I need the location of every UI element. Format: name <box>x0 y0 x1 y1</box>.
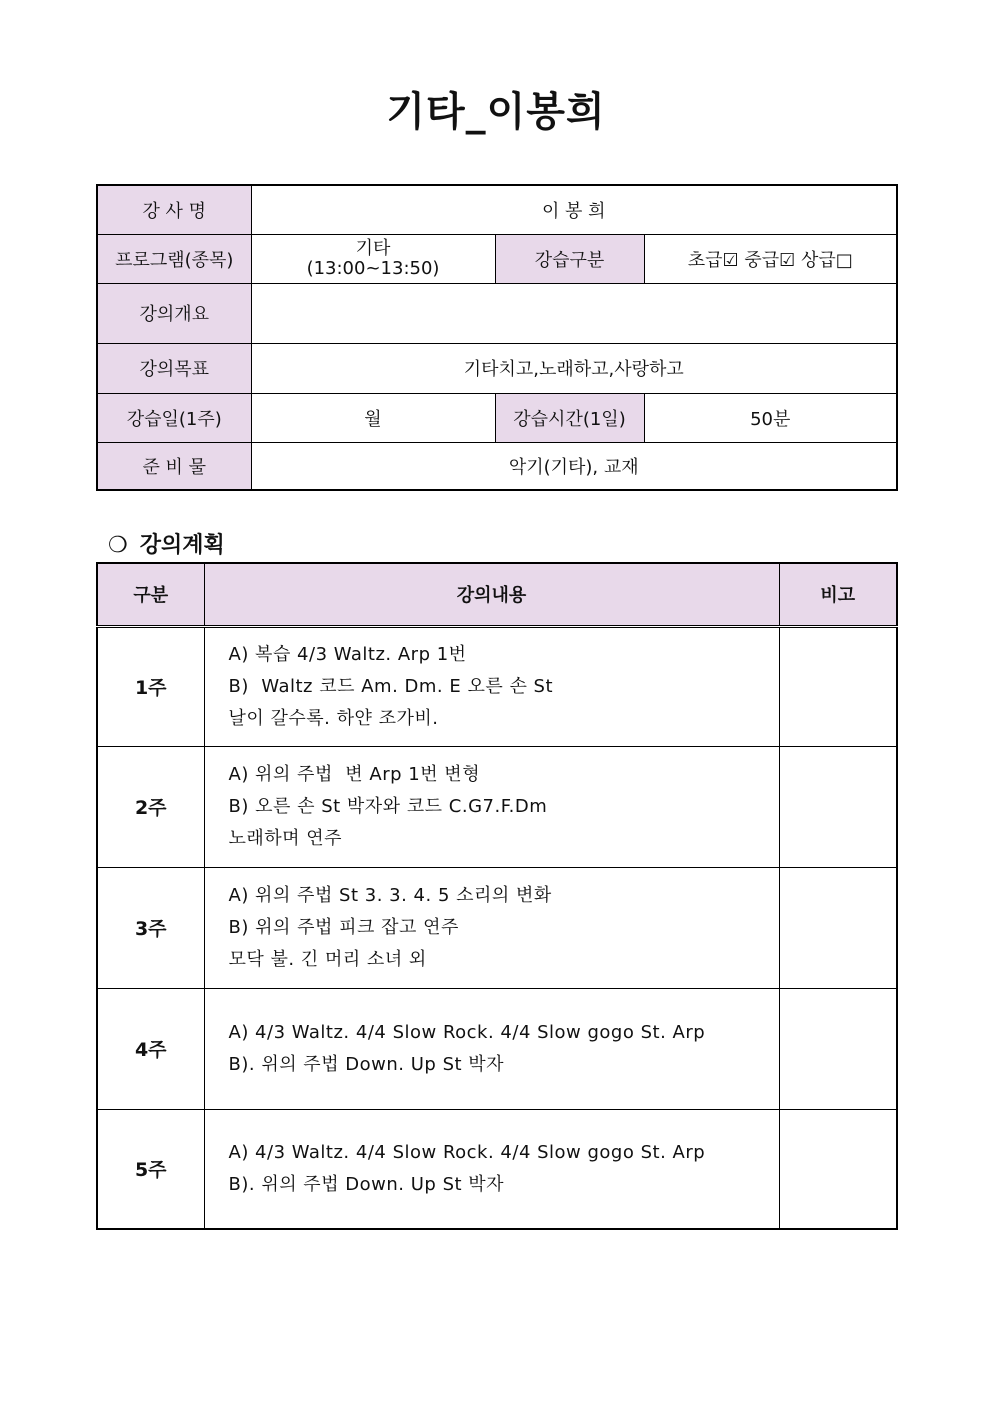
level-value: 초급☑ 중급☑ 상급□ <box>644 234 897 283</box>
content-line: B) Waltz 코드 Am. Dm. E 오른 손 St <box>228 675 554 697</box>
table-row <box>97 746 897 867</box>
content-cell <box>204 988 779 1109</box>
note-cell <box>779 746 897 867</box>
table-row <box>97 626 897 746</box>
page-title: 기타_이봉희 <box>386 89 606 135</box>
overview-label: 강의개요 <box>97 283 251 343</box>
week-cell: 5주 <box>97 1109 204 1229</box>
content-line: B) 위의 주법 피크 잡고 연주 <box>228 916 459 938</box>
program-name: 기타 <box>355 237 391 259</box>
goal-value: 기타치고,노래하고,사랑하고 <box>251 343 897 393</box>
content-line: A) 위의 주법 St 3. 3. 4. 5 소리의 변화 <box>228 884 552 906</box>
header-content: 강의내용 <box>204 563 779 626</box>
week-cell: 3주 <box>97 867 204 988</box>
content-line: B). 위의 주법 Down. Up St 박자 <box>228 1173 505 1195</box>
content-line: A) 4/3 Waltz. 4/4 Slow Rock. 4/4 Slow gogo St. Arp <box>228 1021 706 1043</box>
week-cell: 4주 <box>97 988 204 1109</box>
content-line: B). 위의 주법 Down. Up St 박자 <box>228 1053 505 1075</box>
content-cell <box>204 746 779 867</box>
note-cell <box>779 988 897 1109</box>
content-line: 노래하며 연주 <box>228 827 343 849</box>
section-heading <box>108 528 225 559</box>
supplies-label: 준 비 물 <box>97 442 251 490</box>
note-cell <box>779 626 897 746</box>
content-line: 모닥 불. 긴 머리 소녀 외 <box>228 948 427 970</box>
day-label: 강습일(1주) <box>97 393 251 442</box>
supplies-value: 악기(기타), 교재 <box>251 442 897 490</box>
program-time: (13:00~13:50) <box>306 257 440 279</box>
content-cell <box>204 867 779 988</box>
content-cell <box>204 626 779 746</box>
time-label: 강습시간(1일) <box>495 393 644 442</box>
table-row <box>97 988 897 1109</box>
instructor-label: 강 사 명 <box>97 185 251 234</box>
content-line: A) 위의 주법 변 Arp 1번 변형 <box>228 763 481 785</box>
instructor-value: 이 봉 희 <box>251 185 897 234</box>
content-line: A) 복습 4/3 Waltz. Arp 1번 <box>228 643 467 665</box>
note-cell <box>779 1109 897 1229</box>
content-line: A) 4/3 Waltz. 4/4 Slow Rock. 4/4 Slow gogo St. Arp <box>228 1141 706 1163</box>
table-row <box>97 867 897 988</box>
note-cell <box>779 867 897 988</box>
level-label: 강습구분 <box>495 234 644 283</box>
goal-label: 강의목표 <box>97 343 251 393</box>
content-line: 날이 갈수록. 하얀 조가비. <box>228 707 439 729</box>
week-cell: 2주 <box>97 746 204 867</box>
lesson-plan-table <box>96 562 898 1230</box>
time-value: 50분 <box>644 393 897 442</box>
header-week: 구분 <box>97 563 204 626</box>
overview-value <box>251 283 897 343</box>
table-row <box>97 1109 897 1229</box>
day-value: 월 <box>251 393 495 442</box>
course-info-table <box>96 184 898 491</box>
content-line: B) 오른 손 St 박자와 코드 C.G7.F.Dm <box>228 795 548 817</box>
program-label: 프로그램(종목) <box>97 234 251 283</box>
circle-bullet-icon: ❍ <box>108 533 128 558</box>
week-cell: 1주 <box>97 626 204 746</box>
section-title: 강의계획 <box>139 533 225 558</box>
header-note: 비고 <box>779 563 897 626</box>
content-cell <box>204 1109 779 1229</box>
program-value <box>251 234 495 283</box>
